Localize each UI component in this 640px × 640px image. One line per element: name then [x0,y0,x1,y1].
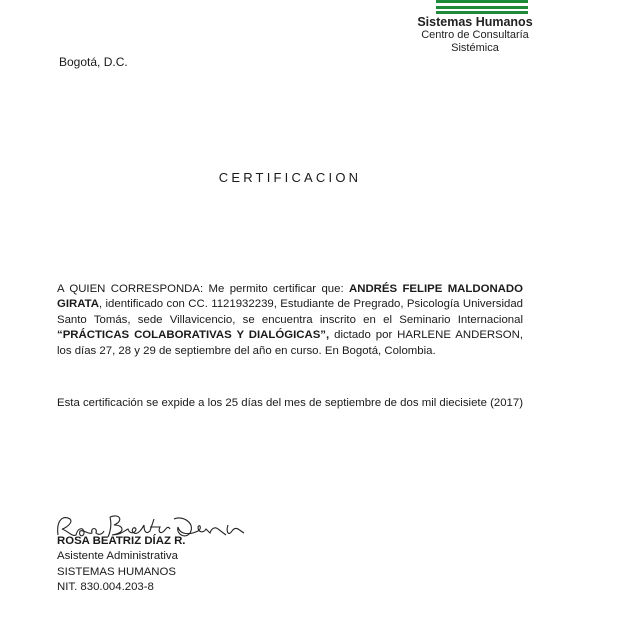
signer-company: SISTEMAS HUMANOS [57,565,176,578]
logo-stripe [436,0,528,3]
org-subtitle-2: Sistémica [451,42,499,54]
seminar-title: “PRÁCTICAS COLABORATIVAS Y DIALÓGICAS”, [57,329,330,342]
organization-header [400,16,550,55]
signer-nit: NIT. 830.004.203-8 [57,581,154,594]
certification-body [57,282,523,359]
logo-stripe [436,6,528,9]
logo-stripe [436,11,528,14]
signer-block [57,534,185,596]
body-end: dictado por HARLENE ANDERSON, los días 27, 28 y 29 de septiembre del año en curso. En Bogotá, Colombia. [57,329,524,357]
signer-role: Asistente Administrativa [57,550,178,563]
logo-mark [436,0,528,14]
body-intro: A QUIEN CORRESPONDA: Me permito certificar que: [57,283,349,295]
signer-name: ROSA BEATRIZ DÍAZ R. [57,535,186,547]
document-title: CERTIFICACION [218,170,362,185]
org-name: Sistemas Humanos [417,15,533,29]
org-subtitle-1: Centro de Consultaría [421,29,529,41]
body-details: , identificado con CC. 1121932239, Estudiante de Pregrado, Psicología Universidad Santo Tomás, sede Villavicencio, se encuentra inscrito en el Seminario Internacional [57,298,523,326]
student-name: ANDRÉS FELIPE MALDONADO GIRATA [57,283,523,311]
city-line: Bogotá, D.C. [59,55,128,69]
closing-statement: Esta certificación se expide a los 25 días del mes de septiembre de dos mil diecisiete (2017) [57,397,523,409]
